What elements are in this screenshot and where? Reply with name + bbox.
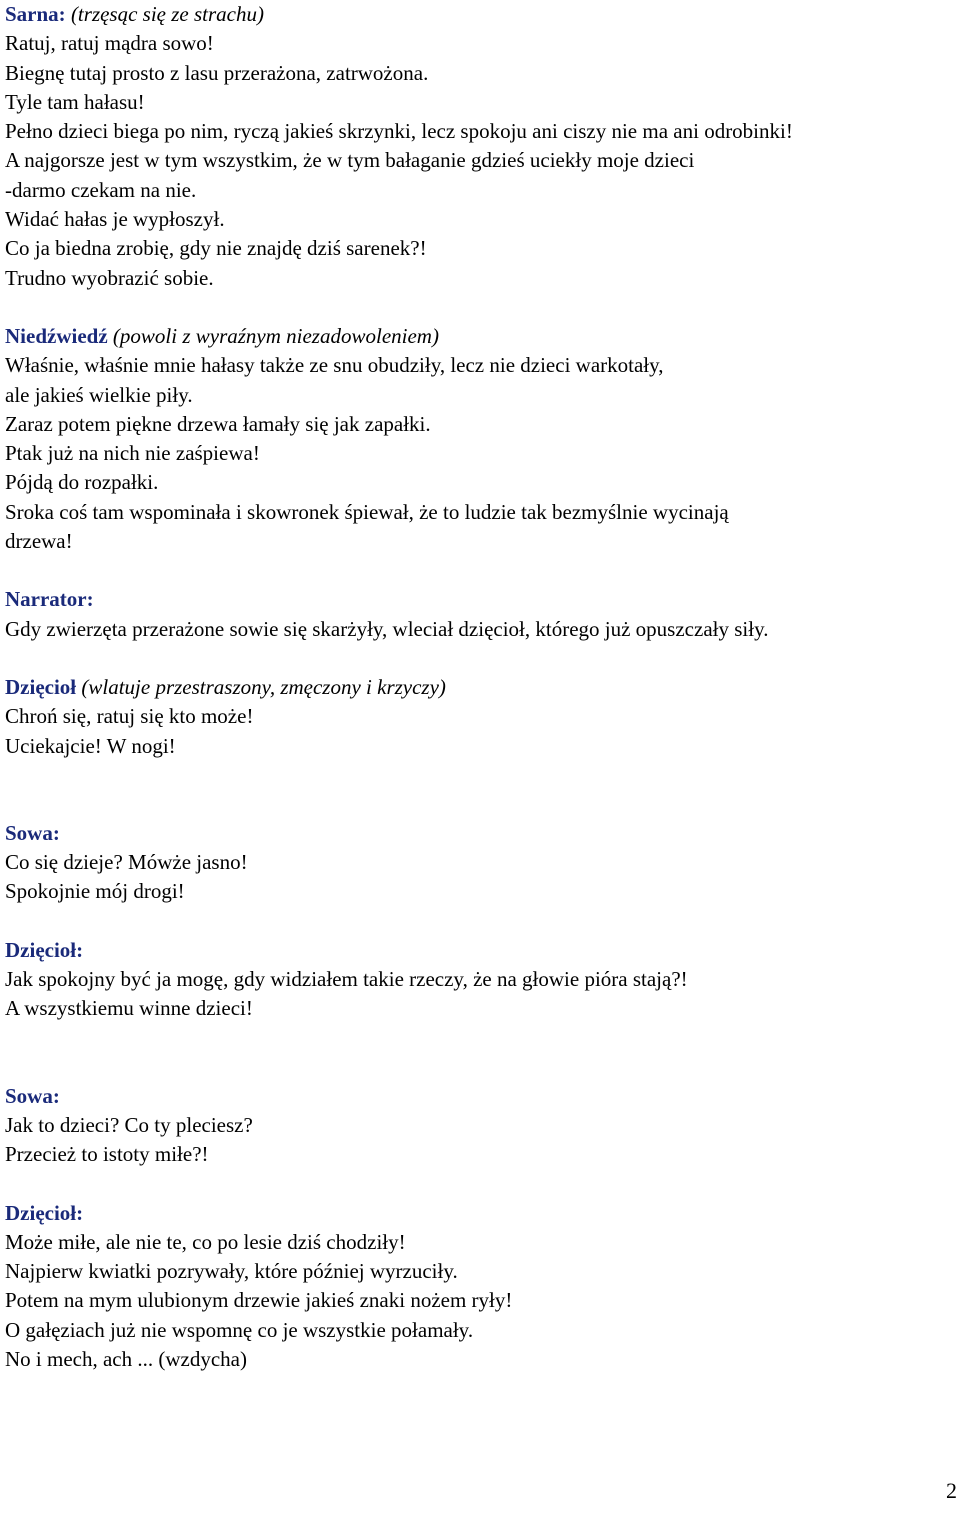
speaker-name: Niedźwiedź (5, 323, 108, 348)
dialogue-line: Tyle tam hałasu! (5, 89, 145, 114)
page-number: 2 (946, 1478, 957, 1503)
dialogue-block-dzieciol (5, 936, 955, 1024)
dialogue-line: Spokojnie mój drogi! (5, 879, 185, 904)
speaker-name: Dzięcioł: (5, 1200, 84, 1225)
stage-direction: (trzęsąc się ze strachu) (70, 2, 264, 26)
dialogue-line: Co się dzieje? Mówże jasno! (5, 850, 248, 875)
dialogue-line: A wszystkiemu winne dzieci! (5, 996, 253, 1021)
dialogue-line: Może miłe, ale nie te, co po lesie dziś chodziły! (5, 1229, 406, 1254)
speaker-name: Dzięcioł (5, 674, 77, 699)
speaker-name: Sowa: (5, 1083, 60, 1108)
speaker-name: Sarna: (5, 2, 66, 26)
dialogue-line: ale jakieś wielkie piły. (5, 382, 193, 407)
dialogue-line: Jak to dzieci? Co ty pleciesz? (5, 1112, 253, 1137)
speaker-name: Sowa: (5, 820, 60, 845)
speaker-line (5, 819, 955, 848)
stage-direction: (powoli z wyraźnym niezadowoleniem) (112, 323, 439, 348)
spacer (5, 644, 955, 673)
dialogue-block-narrator (5, 585, 955, 644)
speaker-line (5, 585, 955, 614)
dialogue-line: Właśnie, właśnie mnie hałasy także ze snu obudziły, lecz nie dzieci warkotały, (5, 353, 664, 378)
speaker-line (5, 936, 955, 965)
dialogue-line: Widać hałas je wypłoszył. (5, 207, 225, 232)
spacer (5, 761, 955, 819)
stage-direction: (wlatuje przestraszony, zmęczony i krzyczy) (81, 674, 446, 699)
dialogue-line: Najpierw kwiatki pozrywały, które później wyrzuciły. (5, 1259, 458, 1284)
dialogue-line: Uciekajcie! W nogi! (5, 733, 176, 758)
dialogue-line: Pójdą do rozpałki. (5, 470, 159, 495)
speaker-line (5, 322, 955, 351)
dialogue-line: Sroka coś tam wspominała i skowronek śpiewał, że to ludzie tak bezmyślnie wycinają (5, 499, 729, 524)
dialogue-line: Biegnę tutaj prosto z lasu przerażona, zatrwożona. (5, 60, 429, 85)
dialogue-line: -darmo czekam na nie. (5, 177, 197, 202)
dialogue-block-sowa (5, 1082, 955, 1170)
dialogue-line: Ratuj, ratuj mądra sowo! (5, 31, 214, 56)
dialogue-block-sarna (5, 0, 955, 293)
speaker-line (5, 1082, 955, 1111)
dialogue-line: Chroń się, ratuj się kto może! (5, 704, 254, 729)
dialogue-block-dzieciol (5, 673, 955, 761)
dialogue-line: Trudno wyobrazić sobie. (5, 265, 214, 290)
dialogue-line: Jak spokojny być ja mogę, gdy widziałem takie rzeczy, że na głowie pióra stają?! (5, 967, 688, 992)
speaker-line (5, 0, 955, 29)
speaker-line (5, 673, 955, 702)
dialogue-line: Co ja biedna zrobię, gdy nie znajdę dziś sarenek?! (5, 236, 427, 261)
dialogue-line: Pełno dzieci biega po nim, ryczą jakieś skrzynki, lecz spokoju ani ciszy nie ma ani odrobinki! (5, 119, 793, 144)
dialogue-line: Zaraz potem piękne drzewa łamały się jak zapałki. (5, 411, 431, 436)
spacer (5, 1170, 955, 1199)
dialogue-line: A najgorsze jest w tym wszystkim, że w tym bałaganie gdzieś uciekły moje dzieci (5, 148, 695, 173)
speaker-name: Narrator: (5, 587, 94, 612)
speaker-name: Dzięcioł: (5, 937, 84, 962)
spacer (5, 1024, 955, 1082)
dialogue-block-niedzwiedz (5, 322, 955, 556)
dialogue-line: Przecież to istoty miłe?! (5, 1142, 209, 1167)
dialogue-line: Potem na mym ulubionym drzewie jakieś znaki nożem ryły! (5, 1288, 513, 1313)
spacer (5, 293, 955, 322)
dialogue-line: Ptak już na nich nie zaśpiewa! (5, 441, 260, 466)
spacer (5, 556, 955, 585)
document-page (5, 0, 955, 1374)
dialogue-line: O gałęziach już nie wspomnę co je wszystkie połamały. (5, 1317, 474, 1342)
dialogue-line: drzewa! (5, 529, 73, 554)
speaker-line (5, 1199, 955, 1228)
dialogue-line: No i mech, ach ... (wzdycha) (5, 1346, 247, 1371)
spacer (5, 907, 955, 936)
dialogue-block-sowa (5, 819, 955, 907)
dialogue-block-dzieciol (5, 1199, 955, 1375)
dialogue-line: Gdy zwierzęta przerażone sowie się skarżyły, wleciał dzięcioł, którego już opuszczały siły. (5, 616, 769, 641)
